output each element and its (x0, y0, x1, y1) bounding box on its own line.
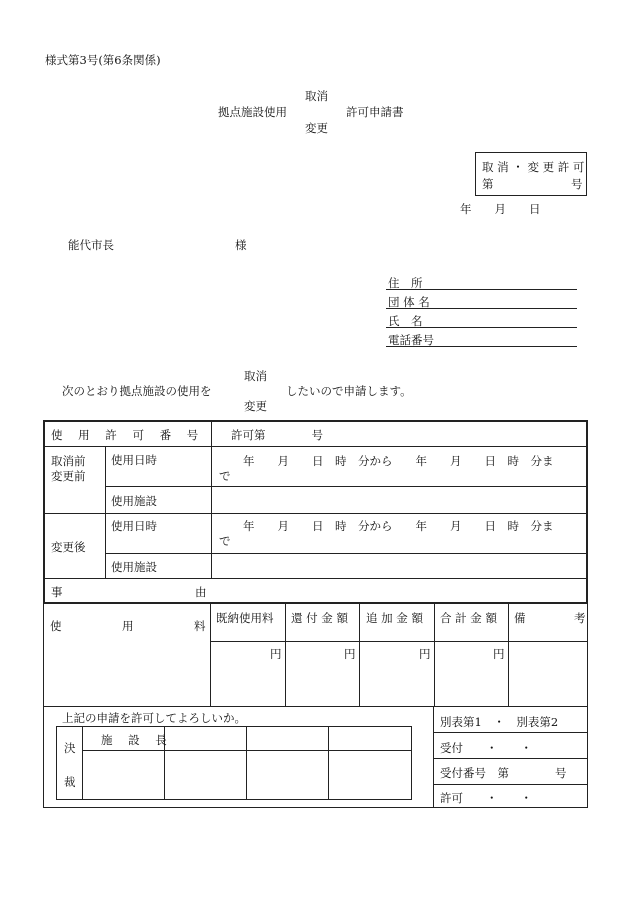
form-number: 様式第3号(第6条関係) (45, 53, 161, 67)
name-label: 氏 名 (388, 314, 423, 328)
fee-header-refund: 還 付 金 額 (291, 611, 348, 625)
address-field[interactable] (386, 274, 577, 290)
reason-label-end: 由 (195, 585, 207, 599)
permit-box-title: 取 消 ・ 変 更 許 可 (482, 160, 585, 174)
appendix-selector[interactable]: 別表第1 ・ 別表第2 (440, 715, 559, 729)
yen-unit-additional: 円 (419, 647, 431, 661)
fee-header-total: 合 計 金 額 (440, 611, 497, 625)
permit-no-value[interactable]: 許可第 号 (231, 428, 323, 442)
statement-option-change: 変更 (244, 399, 267, 413)
before-label-line2: 変更前 (51, 469, 86, 483)
yen-unit-refund: 円 (344, 647, 356, 661)
reason-label-start: 事 (51, 585, 63, 599)
permitted-date: 許可 ・ ・ (440, 791, 532, 805)
yen-unit-total: 円 (493, 647, 505, 661)
received-number: 受付番号 第 号 (440, 766, 567, 780)
after-datetime-label: 使用日時 (111, 519, 157, 533)
title-prefix: 拠点施設使用 (218, 105, 287, 119)
fee-table (43, 603, 588, 707)
after-datetime-value[interactable]: 年 月 日 時 分から 年 月 日 時 分ま (243, 519, 554, 533)
permit-box-no-prefix: 第 (482, 177, 494, 191)
fee-label-1: 使 (50, 619, 62, 633)
statement-option-cancel: 取消 (244, 369, 267, 383)
yen-unit-paid: 円 (270, 647, 282, 661)
permit-box-no-suffix: 号 (571, 177, 583, 191)
fee-label-3: 料 (194, 619, 206, 633)
facility-director-label: 施 設 長 (101, 733, 173, 747)
fee-header-remarks-1: 備 (514, 611, 526, 625)
group-name-field[interactable] (386, 293, 577, 309)
group-name-label: 団 体 名 (388, 295, 430, 309)
before-datetime-value[interactable]: 年 月 日 時 分から 年 月 日 時 分ま (243, 454, 554, 468)
received-date: 受付 ・ ・ (440, 741, 532, 755)
permit-no-label: 使 用 許 可 番 号 (51, 428, 205, 442)
decision-label-2: 裁 (64, 775, 76, 789)
fee-header-additional: 追 加 金 額 (366, 611, 423, 625)
before-datetime-label: 使用日時 (111, 453, 157, 467)
phone-field[interactable] (386, 331, 577, 347)
before-label-line1: 取消前 (51, 454, 86, 468)
title-suffix: 許可申請書 (346, 105, 404, 119)
fee-label-2: 用 (122, 619, 134, 633)
approval-block (43, 707, 588, 808)
fee-header-paid: 既納使用料 (216, 611, 274, 625)
decision-label-1: 決 (64, 741, 76, 755)
approval-statement: 上記の申請を許可してよろしいか。 (62, 711, 246, 725)
phone-label: 電話番号 (388, 333, 434, 347)
change-details-table (43, 420, 588, 604)
permit-number-box (475, 152, 587, 196)
statement-suffix: したいので申請します。 (286, 384, 412, 398)
address-label: 住 所 (388, 276, 423, 290)
statement-prefix: 次のとおり拠点施設の使用を (62, 384, 212, 398)
addressee-honorific: 様 (235, 238, 247, 252)
fee-header-remarks-2: 考 (574, 611, 586, 625)
after-facility-label: 使用施設 (111, 560, 157, 574)
after-label: 変更後 (51, 540, 86, 554)
after-datetime-value-cont: で (219, 534, 231, 548)
before-datetime-value-cont: で (219, 469, 231, 483)
before-facility-label: 使用施設 (111, 494, 157, 508)
application-date: 年 月 日 (460, 202, 541, 216)
addressee-name: 能代市長 (68, 238, 114, 252)
title-option-change: 変更 (305, 121, 328, 135)
title-option-cancel: 取消 (305, 89, 328, 103)
name-field[interactable] (386, 312, 577, 328)
